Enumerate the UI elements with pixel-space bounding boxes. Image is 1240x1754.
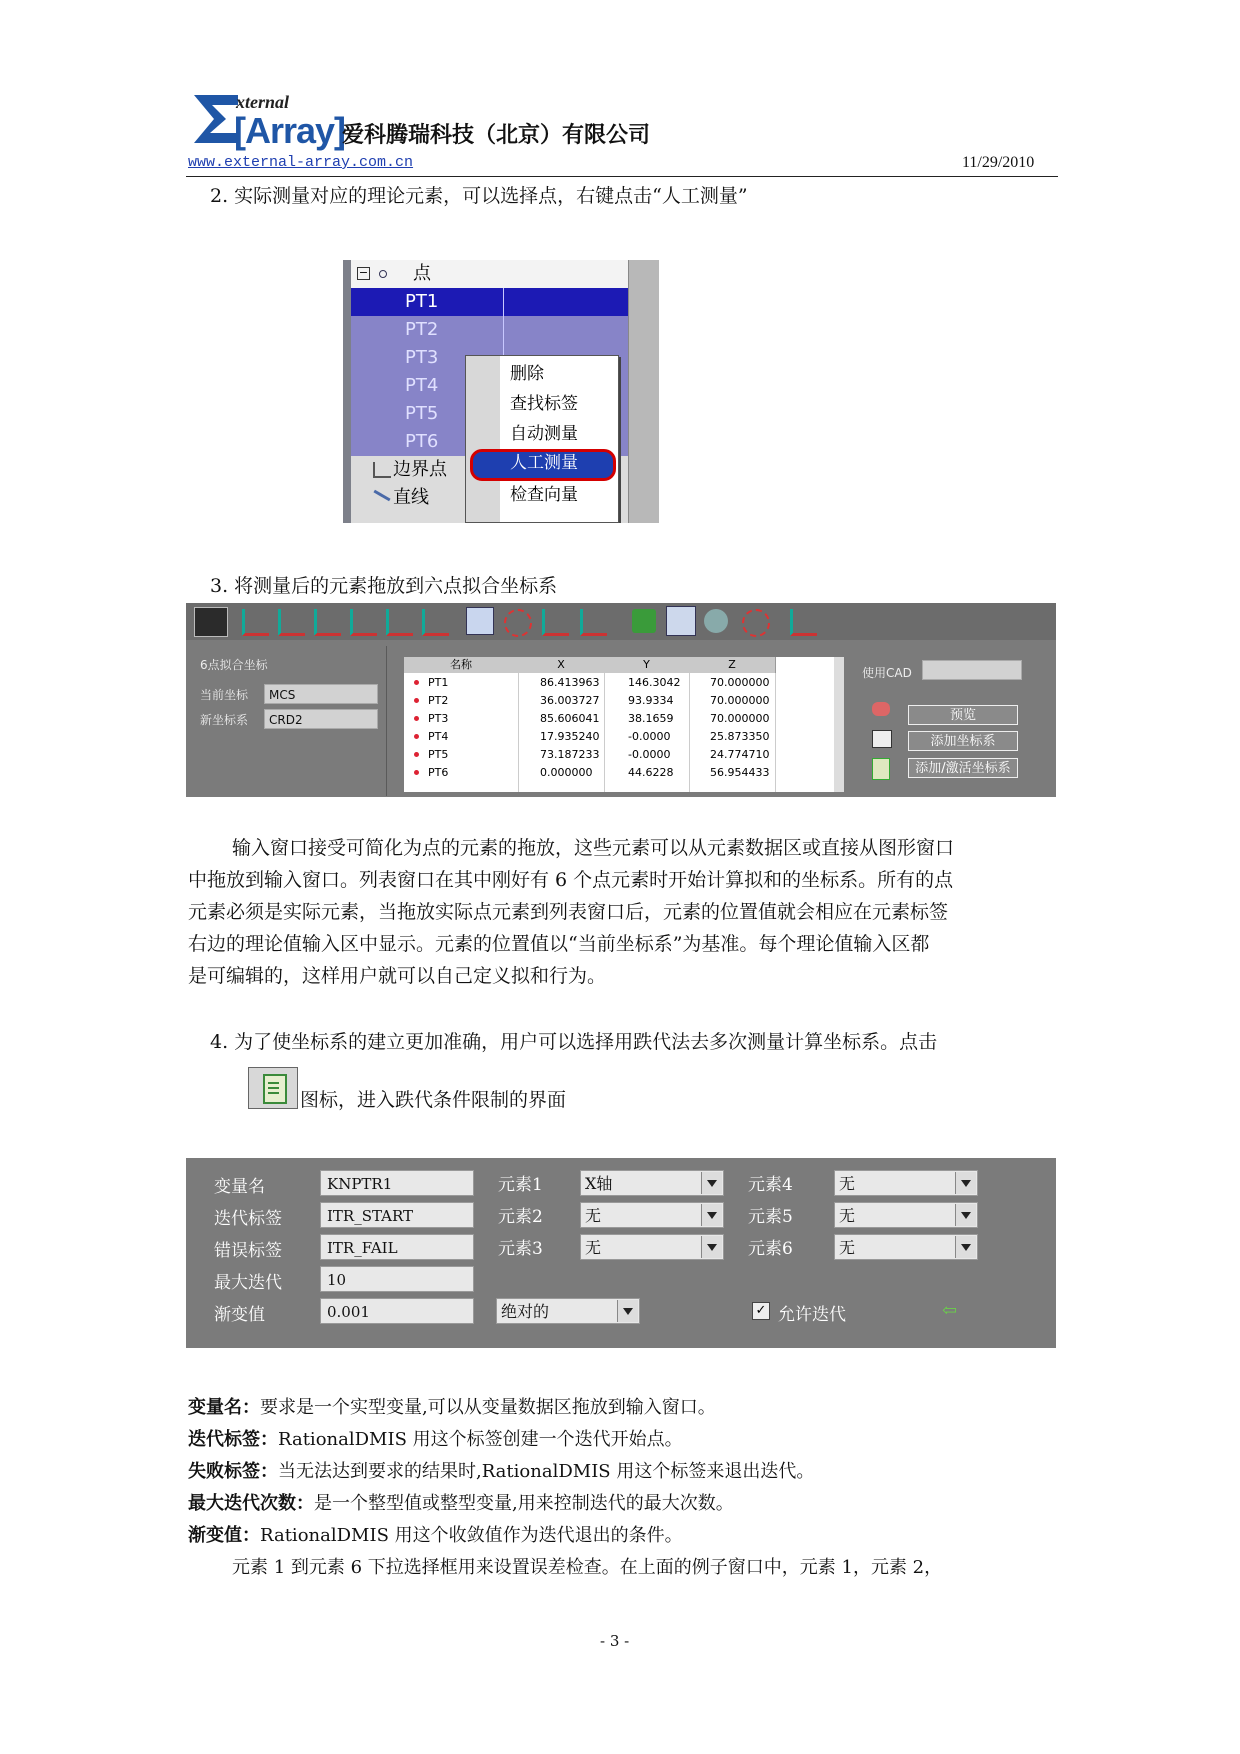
table-cell-value[interactable]: -0.0000 (628, 748, 671, 761)
elem6-value: 无 (839, 1238, 856, 1257)
tree-item-boundary[interactable]: 边界点 (393, 459, 447, 480)
six-point-fit-dialog (186, 640, 1056, 797)
table-cell-value[interactable]: 73.187233 (540, 748, 600, 761)
website-link[interactable]: www.external-array.com.cn (188, 154, 414, 171)
collapse-icon[interactable]: − (358, 266, 369, 279)
iter-label-label: 迭代标签 (214, 1209, 282, 1229)
elem6-label: 元素6 (748, 1239, 793, 1259)
toolbar-icon-11[interactable] (580, 609, 607, 636)
gradient-input[interactable]: 0.001 (320, 1298, 474, 1324)
toolbar-icon-15[interactable] (742, 609, 770, 637)
toolbar-icon-6[interactable] (386, 609, 413, 636)
para-line-3: 元素必须是实际元素，当拖放实际点元素到列表窗口后，元素的位置值就会相应在元素标签 (188, 901, 949, 923)
table-cell-value[interactable]: 25.873350 (710, 730, 770, 743)
table-cell-value[interactable]: 36.003727 (540, 694, 600, 707)
elem1-label: 元素1 (498, 1175, 543, 1195)
tree-scrollbar[interactable] (628, 260, 659, 523)
elem4-label: 元素4 (748, 1175, 793, 1195)
preview-button[interactable]: 预览 (908, 705, 1018, 725)
edit-icon (872, 730, 892, 748)
point-marker-icon (414, 680, 419, 685)
page-number: - 3 - (600, 1632, 630, 1650)
menu-item-delete[interactable]: 删除 (510, 364, 544, 384)
table-cell-value[interactable]: 17.935240 (540, 730, 600, 743)
elem2-label: 元素2 (498, 1207, 543, 1227)
logo-sigma-icon (192, 93, 240, 145)
chevron-down-icon[interactable] (955, 1236, 976, 1258)
error-label-label: 错误标签 (214, 1241, 282, 1261)
logo-text: xternal (236, 92, 290, 112)
elem4-select[interactable] (834, 1170, 978, 1196)
clipboard-icon[interactable] (872, 758, 890, 780)
context-menu (465, 355, 619, 523)
def-term: 失败标签： (188, 1461, 278, 1482)
elem5-value: 无 (839, 1206, 856, 1225)
para-line-1: 输入窗口接受可简化为点的元素的拖放，这些元素可以从元素数据区或直接从图形窗口 (232, 837, 955, 859)
table-cell-name: PT2 (428, 694, 449, 707)
chevron-down-icon[interactable] (617, 1300, 638, 1322)
table-cell-value[interactable]: 70.000000 (710, 694, 770, 707)
toolbar-icon-14[interactable] (704, 609, 728, 633)
error-label-input[interactable]: ITR_FAIL (320, 1234, 474, 1260)
table-cell-value[interactable]: 0.000000 (540, 766, 593, 779)
new-coord-label: 新坐标系 (200, 713, 249, 727)
elem1-select[interactable] (580, 1170, 724, 1196)
def-item (188, 1456, 1058, 1488)
table-cell-name: PT1 (428, 676, 449, 689)
chevron-down-icon[interactable] (955, 1172, 976, 1194)
toolbar-icon-six-point[interactable] (466, 607, 494, 635)
max-iter-input[interactable]: 10 (320, 1266, 474, 1292)
table-scrollbar[interactable] (834, 657, 844, 792)
allow-iteration-label: 允许迭代 (778, 1305, 846, 1325)
company-name: 爱科腾瑞科技（北京）有限公司 (342, 123, 651, 148)
point-table (404, 657, 840, 792)
mode-value: 绝对的 (501, 1302, 550, 1321)
tree-root-label: 点 (413, 263, 431, 284)
add-coord-button[interactable]: 添加坐标系 (908, 731, 1018, 751)
tree-item-pt3[interactable]: PT3 (405, 347, 439, 368)
step3-text: 3. 将测量后的元素拖放到六点拟合坐标系 (210, 575, 558, 597)
def-desc: 要求是一个实型变量,可以从变量数据区拖放到输入窗口。 (260, 1397, 716, 1418)
feature-tree-screenshot (343, 260, 659, 523)
elem3-select[interactable] (580, 1234, 724, 1260)
iteration-clipboard-icon[interactable] (248, 1067, 298, 1109)
current-coord-label: 当前坐标 (200, 688, 249, 702)
elem2-select[interactable] (580, 1202, 724, 1228)
var-name-label: 变量名 (214, 1177, 265, 1197)
boundary-point-icon (373, 462, 391, 478)
tree-item-line[interactable]: 直线 (393, 487, 429, 508)
col-header-x: X (518, 657, 605, 673)
toolbar-icon-10[interactable] (542, 609, 569, 636)
chevron-down-icon[interactable] (701, 1172, 722, 1194)
point-marker-icon (414, 770, 419, 775)
tree-item-pt1[interactable]: PT1 (405, 291, 439, 312)
definitions-list (188, 1392, 1058, 1584)
toolbar-icon-12[interactable] (632, 609, 656, 633)
table-cell-name: PT6 (428, 766, 449, 779)
toolbar-icon-7[interactable] (422, 609, 449, 636)
menu-item-find-label[interactable]: 查找标签 (510, 394, 578, 414)
para-line-5: 是可编辑的，这样用户就可以自己定义拟和行为。 (188, 965, 607, 987)
toolbar-icon-2[interactable] (242, 609, 269, 636)
toolbar-icon-9[interactable] (504, 609, 532, 637)
def-term: 最大迭代次数： (188, 1493, 314, 1514)
tree-item-pt6[interactable]: PT6 (405, 431, 439, 452)
header-divider (186, 176, 1058, 177)
point-icon (379, 270, 387, 278)
iteration-dialog (186, 1158, 1056, 1348)
point-marker-icon (414, 716, 419, 721)
menu-item-check-vector[interactable]: 检查向量 (510, 485, 578, 505)
max-iter-label: 最大迭代 (214, 1273, 282, 1293)
dialog-title: 6点拟合坐标 (200, 658, 268, 672)
table-cell-value[interactable]: 93.9334 (628, 694, 674, 707)
toolbar-icon-cad[interactable] (666, 606, 696, 636)
table-cell-value[interactable]: 38.1659 (628, 712, 674, 725)
table-cell-value[interactable]: 85.606041 (540, 712, 600, 725)
col-header-y: Y (604, 657, 690, 673)
elem4-value: 无 (839, 1174, 856, 1193)
tree-item-pt5[interactable]: PT5 (405, 403, 439, 424)
def-item (188, 1392, 1058, 1424)
iter-label-input[interactable]: ITR_START (320, 1202, 474, 1228)
toolbar-icon-map[interactable] (790, 609, 817, 636)
menu-item-auto-measure[interactable]: 自动测量 (510, 424, 578, 444)
mode-select[interactable] (496, 1298, 640, 1324)
def-desc: 当无法达到要求的结果时,RationalDMIS 用这个标签来退出迭代。 (278, 1461, 815, 1482)
para-line-4: 右边的理论值输入区中显示。元素的位置值以“当前坐标系”为基准。每个理论值输入区都 (188, 933, 930, 955)
use-cad-field[interactable] (922, 660, 1022, 680)
toolbar-icon-5[interactable] (350, 609, 377, 636)
alignment-toolbar (186, 603, 1056, 641)
col-header-name: 名称 (404, 657, 519, 673)
def-desc: 是一个整型值或整型变量,用来控制迭代的最大次数。 (314, 1493, 734, 1514)
eraser-icon (872, 702, 890, 716)
step4-text: 4. 为了使坐标系的建立更加准确，用户可以选择用跌代法去多次测量计算坐标系。点击 (210, 1031, 938, 1053)
table-cell-value[interactable]: 70.000000 (710, 712, 770, 725)
table-cell-value[interactable]: 24.774710 (710, 748, 770, 761)
chevron-down-icon[interactable] (701, 1236, 722, 1258)
def-term: 变量名： (188, 1397, 260, 1418)
var-name-input[interactable]: KNPTR1 (320, 1170, 474, 1196)
paragraph-drag-drop (188, 832, 1058, 992)
point-marker-icon (414, 698, 419, 703)
last-line: 元素 1 到元素 6 下拉选择框用来设置误差检查。在上面的例子窗口中，元素 1，元素 2， (232, 1557, 943, 1578)
table-cell-name: PT3 (428, 712, 449, 725)
elem5-select[interactable] (834, 1202, 978, 1228)
current-coord-field[interactable]: MCS (264, 684, 378, 704)
def-term: 渐变值： (188, 1525, 260, 1546)
allow-iteration-checkbox[interactable]: ✓ (752, 1302, 770, 1320)
gradient-label: 渐变值 (214, 1305, 265, 1325)
def-desc: RationalDMIS 用这个收敛值作为迭代退出的条件。 (260, 1525, 683, 1546)
elem3-label: 元素3 (498, 1239, 543, 1259)
chevron-down-icon[interactable] (955, 1204, 976, 1226)
table-cell-name: PT5 (428, 748, 449, 761)
table-cell-value[interactable]: -0.0000 (628, 730, 671, 743)
point-marker-icon (414, 734, 419, 739)
def-desc: RationalDMIS 用这个标签创建一个迭代开始点。 (278, 1429, 683, 1450)
def-item (188, 1488, 1058, 1520)
point-marker-icon (414, 752, 419, 757)
def-item (188, 1424, 1058, 1456)
toolbar-icon-4[interactable] (314, 609, 341, 636)
table-cell-value[interactable]: 146.3042 (628, 676, 681, 689)
step2-text: 2. 实际测量对应的理论元素，可以选择点，右键点击“人工测量” (210, 185, 748, 207)
para-line-2: 中拖放到输入窗口。列表窗口在其中刚好有 6 个点元素时开始计算拟和的坐标系。所有的点 (188, 869, 954, 891)
table-cell-value[interactable]: 70.000000 (710, 676, 770, 689)
table-cell-value[interactable]: 56.954433 (710, 766, 770, 779)
toolbar-icon-1[interactable] (194, 607, 228, 637)
elem3-value: 无 (585, 1238, 602, 1257)
elem1-value: X轴 (585, 1174, 613, 1193)
chevron-down-icon[interactable] (701, 1204, 722, 1226)
def-item (188, 1520, 1058, 1552)
col-header-z: Z (689, 657, 776, 673)
elem2-value: 无 (585, 1206, 602, 1225)
tree-root-row[interactable] (351, 260, 628, 288)
add-activate-coord-button[interactable]: 添加/激活坐标系 (908, 758, 1018, 778)
def-term: 迭代标签： (188, 1429, 278, 1450)
table-cell-name: PT4 (428, 730, 449, 743)
menu-item-manual-measure[interactable]: 人工测量 (510, 453, 578, 473)
use-cad-label: 使用CAD (862, 666, 912, 680)
new-coord-field[interactable]: CRD2 (264, 709, 378, 729)
elem5-label: 元素5 (748, 1207, 793, 1227)
toolbar-icon-3[interactable] (278, 609, 305, 636)
elem6-select[interactable] (834, 1234, 978, 1260)
tree-item-pt2[interactable]: PT2 (405, 319, 439, 340)
arrow-left-icon[interactable]: ⇦ (942, 1300, 958, 1321)
table-cell-value[interactable]: 44.6228 (628, 766, 674, 779)
table-cell-value[interactable]: 86.413963 (540, 676, 600, 689)
tree-item-pt4[interactable]: PT4 (405, 375, 439, 396)
step4-icon-text: 图标，进入跌代条件限制的界面 (300, 1089, 567, 1111)
logo-array: [Array] (234, 110, 346, 151)
header-date: 11/29/2010 (962, 154, 1035, 171)
